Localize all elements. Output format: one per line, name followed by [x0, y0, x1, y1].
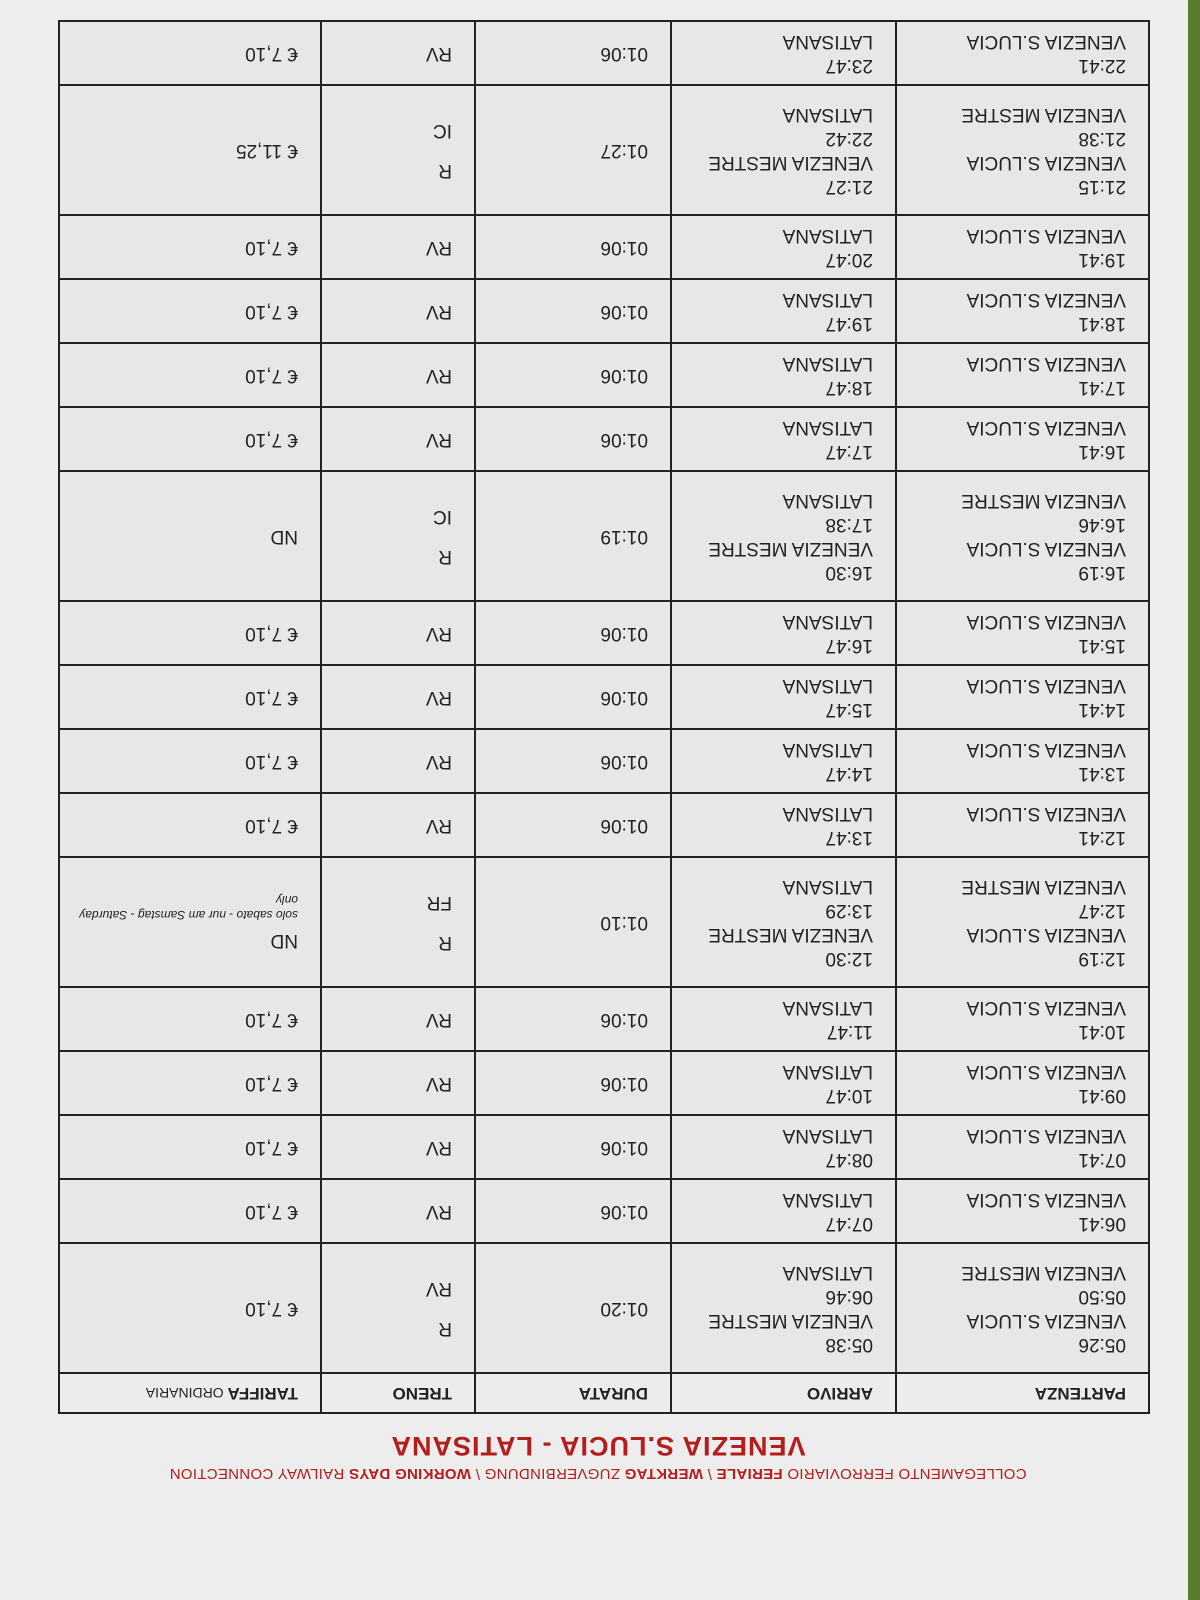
- fare-value: € 7,10: [245, 1201, 298, 1222]
- departure-cell-line: VENEZIA S.LUCIA: [966, 353, 1126, 374]
- arrival-cell-line: LATISANA: [782, 1061, 873, 1082]
- train-code: RV: [425, 623, 452, 644]
- duration-cell: 01:06: [475, 987, 671, 1051]
- arrival-cell: [671, 215, 896, 279]
- fare-cell: [59, 1115, 321, 1179]
- table-row: [59, 215, 1149, 279]
- arrival-cell-line: LATISANA: [782, 803, 873, 824]
- arrival-cell: [671, 343, 896, 407]
- arrival-cell-line: VENEZIA MESTRE: [708, 538, 873, 559]
- arrival-cell-line: 05:38: [825, 1334, 873, 1355]
- arrival-cell-line: LATISANA: [782, 876, 873, 897]
- fare-cell: [59, 215, 321, 279]
- train-code: RV: [425, 43, 452, 64]
- arrival-cell: [671, 85, 896, 215]
- fare-cell: [59, 665, 321, 729]
- arrival-cell-line: 08:47: [825, 1149, 873, 1170]
- fare-value: € 7,10: [245, 1137, 298, 1158]
- departure-cell-line: 16:19: [1078, 562, 1126, 583]
- table-row: [59, 601, 1149, 665]
- timetable-body: [59, 21, 1149, 1373]
- arrival-cell-line: 07:47: [825, 1213, 873, 1234]
- fare-value: € 11,25: [236, 140, 298, 161]
- arrival-cell: [671, 1115, 896, 1179]
- fare-value: € 7,10: [245, 237, 298, 258]
- departure-cell-line: VENEZIA MESTRE: [961, 876, 1126, 897]
- arrival-cell-line: 19:47: [825, 313, 873, 334]
- duration-cell: 01:27: [475, 85, 671, 215]
- fare-value: € 7,10: [245, 429, 298, 450]
- departure-cell: [896, 729, 1149, 793]
- train-code: IC: [433, 120, 452, 141]
- arrival-cell-line: 15:47: [825, 699, 873, 720]
- train-cell: [321, 665, 475, 729]
- departure-cell-line: 10:41: [1078, 1021, 1126, 1042]
- arrival-cell: [671, 793, 896, 857]
- column-header-tariffa: TARIFFA ORDINARIA: [59, 1373, 321, 1413]
- arrival-cell-line: 17:47: [825, 441, 873, 462]
- fare-cell: [59, 1179, 321, 1243]
- train-code: R: [438, 932, 452, 953]
- train-code: RV: [425, 751, 452, 772]
- departure-cell-line: VENEZIA S.LUCIA: [966, 31, 1126, 52]
- arrival-cell: [671, 407, 896, 471]
- duration-cell: 01:06: [475, 1051, 671, 1115]
- departure-cell: [896, 601, 1149, 665]
- arrival-cell-line: VENEZIA MESTRE: [708, 152, 873, 173]
- fare-cell: [59, 1243, 321, 1373]
- departure-cell-line: VENEZIA S.LUCIA: [966, 1125, 1126, 1146]
- train-code: R: [438, 160, 452, 181]
- arrival-cell-line: 12:30: [825, 948, 873, 969]
- arrival-cell-line: LATISANA: [782, 353, 873, 374]
- arrival-cell-line: LATISANA: [782, 739, 873, 760]
- departure-cell: [896, 1115, 1149, 1179]
- column-header-arrivo: ARRIVO: [671, 1373, 896, 1413]
- departure-cell: [896, 1179, 1149, 1243]
- column-header-durata: DURATA: [475, 1373, 671, 1413]
- duration-cell: 01:06: [475, 793, 671, 857]
- departure-cell-line: VENEZIA S.LUCIA: [966, 538, 1126, 559]
- arrival-cell: [671, 729, 896, 793]
- arrival-cell-line: LATISANA: [782, 104, 873, 125]
- arrival-cell: [671, 1243, 896, 1373]
- duration-cell: 01:06: [475, 279, 671, 343]
- departure-cell-line: 05:26: [1078, 1334, 1126, 1355]
- table-row: [59, 407, 1149, 471]
- departure-cell: [896, 279, 1149, 343]
- departure-cell-line: VENEZIA S.LUCIA: [966, 1061, 1126, 1082]
- departure-cell-line: 16:46: [1078, 514, 1126, 535]
- arrival-cell-line: 22:42: [825, 128, 873, 149]
- arrival-cell-line: 16:30: [825, 562, 873, 583]
- table-row: [59, 729, 1149, 793]
- fare-cell: [59, 729, 321, 793]
- departure-cell: [896, 407, 1149, 471]
- arrival-cell-line: LATISANA: [782, 31, 873, 52]
- arrival-cell-line: LATISANA: [782, 1125, 873, 1146]
- arrival-cell-line: 21:27: [825, 176, 873, 197]
- table-row: [59, 471, 1149, 601]
- arrival-cell-line: 20:47: [825, 249, 873, 270]
- train-cell: [321, 1179, 475, 1243]
- arrival-cell-line: LATISANA: [782, 490, 873, 511]
- table-row: [59, 1115, 1149, 1179]
- train-cell: [321, 85, 475, 215]
- fare-value: € 7,10: [245, 687, 298, 708]
- train-cell: [321, 1243, 475, 1373]
- train-code: RV: [425, 429, 452, 450]
- duration-cell: 01:06: [475, 1179, 671, 1243]
- departure-cell: [896, 215, 1149, 279]
- duration-cell: 01:06: [475, 343, 671, 407]
- departure-cell-line: 18:41: [1078, 313, 1126, 334]
- arrival-cell: [671, 665, 896, 729]
- departure-cell-line: 09:41: [1078, 1085, 1126, 1106]
- timetable-header: [58, 1430, 1138, 1482]
- departure-cell-line: VENEZIA S.LUCIA: [966, 924, 1126, 945]
- duration-cell: 01:06: [475, 729, 671, 793]
- train-code: R: [438, 1318, 452, 1339]
- train-code: R: [438, 546, 452, 567]
- departure-cell: [896, 1243, 1149, 1373]
- arrival-cell-line: LATISANA: [782, 225, 873, 246]
- fare-value: € 7,10: [245, 365, 298, 386]
- table-row: [59, 665, 1149, 729]
- train-code: RV: [425, 237, 452, 258]
- departure-cell: [896, 857, 1149, 987]
- arrival-cell-line: 13:29: [825, 900, 873, 921]
- arrival-cell-line: LATISANA: [782, 417, 873, 438]
- departure-cell-line: 15:41: [1078, 635, 1126, 656]
- duration-cell: 01:06: [475, 215, 671, 279]
- duration-cell: 01:06: [475, 407, 671, 471]
- train-cell: [321, 857, 475, 987]
- train-cell: [321, 343, 475, 407]
- fare-value: ND: [270, 526, 298, 547]
- arrival-cell: [671, 857, 896, 987]
- train-cell: [321, 407, 475, 471]
- departure-cell-line: 19:41: [1078, 249, 1126, 270]
- departure-cell: [896, 343, 1149, 407]
- departure-cell-line: VENEZIA S.LUCIA: [966, 225, 1126, 246]
- train-code: RV: [425, 815, 452, 836]
- departure-cell-line: 12:47: [1078, 900, 1126, 921]
- departure-cell-line: 07:41: [1078, 1149, 1126, 1170]
- departure-cell-line: 05:50: [1078, 1286, 1126, 1307]
- fare-note: solo sabato - nur am Samstag - Saturday only: [79, 893, 298, 922]
- table-row: [59, 279, 1149, 343]
- departure-cell: [896, 793, 1149, 857]
- departure-cell-line: 22:41: [1078, 55, 1126, 76]
- fare-cell: [59, 85, 321, 215]
- arrival-cell-line: VENEZIA MESTRE: [708, 924, 873, 945]
- train-code: RV: [425, 1073, 452, 1094]
- train-code: RV: [425, 1201, 452, 1222]
- fare-cell: [59, 987, 321, 1051]
- train-cell: [321, 1115, 475, 1179]
- arrival-cell-line: 06:46: [825, 1286, 873, 1307]
- departure-cell-line: 12:41: [1078, 827, 1126, 848]
- arrival-cell-line: 17:38: [825, 514, 873, 535]
- train-cell: [321, 987, 475, 1051]
- arrival-cell-line: LATISANA: [782, 1262, 873, 1283]
- connection-subtitle: COLLEGAMENTO FERROVIARIO FERIALE \ WERKTAG ZUGVERBINDUNG \ WORKING DAYS RAILWAY CONNECTION: [169, 1465, 1027, 1482]
- train-cell: [321, 793, 475, 857]
- train-code: IC: [433, 506, 452, 527]
- fare-cell: [59, 1051, 321, 1115]
- fare-cell: [59, 407, 321, 471]
- table-row: [59, 987, 1149, 1051]
- departure-cell-line: VENEZIA S.LUCIA: [966, 611, 1126, 632]
- train-cell: [321, 471, 475, 601]
- fare-cell: [59, 857, 321, 987]
- arrival-cell: [671, 471, 896, 601]
- departure-cell-line: VENEZIA S.LUCIA: [966, 803, 1126, 824]
- arrival-cell: [671, 987, 896, 1051]
- arrival-cell-line: LATISANA: [782, 997, 873, 1018]
- table-row: [59, 1243, 1149, 1373]
- train-cell: [321, 21, 475, 85]
- route-title: VENEZIA S.LUCIA - LATISANA: [390, 1431, 806, 1461]
- fare-cell: [59, 21, 321, 85]
- arrival-cell: [671, 1051, 896, 1115]
- departure-cell-line: VENEZIA S.LUCIA: [966, 675, 1126, 696]
- fare-cell: [59, 343, 321, 407]
- departure-cell-line: VENEZIA S.LUCIA: [966, 739, 1126, 760]
- duration-cell: 01:06: [475, 1115, 671, 1179]
- departure-cell-line: 13:41: [1078, 763, 1126, 784]
- train-cell: [321, 215, 475, 279]
- arrival-cell-line: LATISANA: [782, 675, 873, 696]
- departure-cell: [896, 665, 1149, 729]
- departure-cell-line: 06:41: [1078, 1213, 1126, 1234]
- fare-cell: [59, 471, 321, 601]
- fare-value: € 7,10: [245, 1298, 298, 1319]
- arrival-cell-line: LATISANA: [782, 1189, 873, 1210]
- arrival-cell-line: VENEZIA MESTRE: [708, 1310, 873, 1331]
- table-row: [59, 1051, 1149, 1115]
- departure-cell: [896, 987, 1149, 1051]
- fare-value: € 7,10: [245, 623, 298, 644]
- train-code: RV: [425, 1137, 452, 1158]
- table-header-row: [59, 1373, 1149, 1413]
- column-header-treno: TRENO: [321, 1373, 475, 1413]
- arrival-cell: [671, 279, 896, 343]
- arrival-cell: [671, 601, 896, 665]
- train-code: RV: [425, 687, 452, 708]
- arrival-cell-line: 13:47: [825, 827, 873, 848]
- departure-cell-line: 21:38: [1078, 128, 1126, 149]
- departure-cell-line: 14:41: [1078, 699, 1126, 720]
- train-cell: [321, 729, 475, 793]
- train-code: RV: [425, 1009, 452, 1030]
- train-code: RV: [425, 1278, 452, 1299]
- train-code: FR: [426, 892, 452, 913]
- arrival-cell-line: 16:47: [825, 635, 873, 656]
- fare-cell: [59, 601, 321, 665]
- table-row: [59, 857, 1149, 987]
- table-row: [59, 1179, 1149, 1243]
- departure-cell-line: VENEZIA S.LUCIA: [966, 152, 1126, 173]
- fare-value: € 7,10: [245, 1009, 298, 1030]
- timetable-table: [58, 20, 1150, 1414]
- departure-cell-line: VENEZIA S.LUCIA: [966, 1310, 1126, 1331]
- departure-cell-line: 12:19: [1078, 948, 1126, 969]
- fare-cell: [59, 279, 321, 343]
- fare-value: € 7,10: [245, 815, 298, 836]
- duration-cell: 01:20: [475, 1243, 671, 1373]
- arrival-cell-line: LATISANA: [782, 289, 873, 310]
- train-cell: [321, 1051, 475, 1115]
- train-code: RV: [425, 301, 452, 322]
- arrival-cell-line: 18:47: [825, 377, 873, 398]
- departure-cell-line: VENEZIA MESTRE: [961, 104, 1126, 125]
- train-cell: [321, 601, 475, 665]
- fare-cell: [59, 793, 321, 857]
- departure-cell-line: 21:15: [1078, 176, 1126, 197]
- fare-value: € 7,10: [245, 301, 298, 322]
- column-header-partenza: PARTENZA: [896, 1373, 1149, 1413]
- train-cell: [321, 279, 475, 343]
- table-row: [59, 85, 1149, 215]
- fare-value: ND: [270, 930, 298, 951]
- duration-cell: 01:06: [475, 21, 671, 85]
- departure-cell-line: VENEZIA S.LUCIA: [966, 417, 1126, 438]
- duration-cell: 01:06: [475, 601, 671, 665]
- arrival-cell-line: LATISANA: [782, 611, 873, 632]
- departure-cell: [896, 21, 1149, 85]
- departure-cell: [896, 85, 1149, 215]
- arrival-cell-line: 14:47: [825, 763, 873, 784]
- arrival-cell-line: 11:47: [826, 1021, 873, 1042]
- departure-cell-line: VENEZIA S.LUCIA: [966, 289, 1126, 310]
- fare-value: € 7,10: [245, 1073, 298, 1094]
- duration-cell: 01:06: [475, 665, 671, 729]
- departure-cell-line: 17:41: [1078, 377, 1126, 398]
- table-row: [59, 343, 1149, 407]
- arrival-cell: [671, 1179, 896, 1243]
- table-row: [59, 21, 1149, 85]
- duration-cell: 01:10: [475, 857, 671, 987]
- table-row: [59, 793, 1149, 857]
- departure-cell-line: VENEZIA S.LUCIA: [966, 997, 1126, 1018]
- arrival-cell-line: 23:47: [825, 55, 873, 76]
- departure-cell: [896, 1051, 1149, 1115]
- departure-cell-line: VENEZIA MESTRE: [961, 490, 1126, 511]
- departure-cell-line: VENEZIA MESTRE: [961, 1262, 1126, 1283]
- departure-cell-line: 16:41: [1078, 441, 1126, 462]
- fare-value: € 7,10: [245, 43, 298, 64]
- arrival-cell: [671, 21, 896, 85]
- departure-cell-line: VENEZIA S.LUCIA: [966, 1189, 1126, 1210]
- train-code: RV: [425, 365, 452, 386]
- arrival-cell-line: 10:47: [825, 1085, 873, 1106]
- fare-value: € 7,10: [245, 751, 298, 772]
- duration-cell: 01:19: [475, 471, 671, 601]
- departure-cell: [896, 471, 1149, 601]
